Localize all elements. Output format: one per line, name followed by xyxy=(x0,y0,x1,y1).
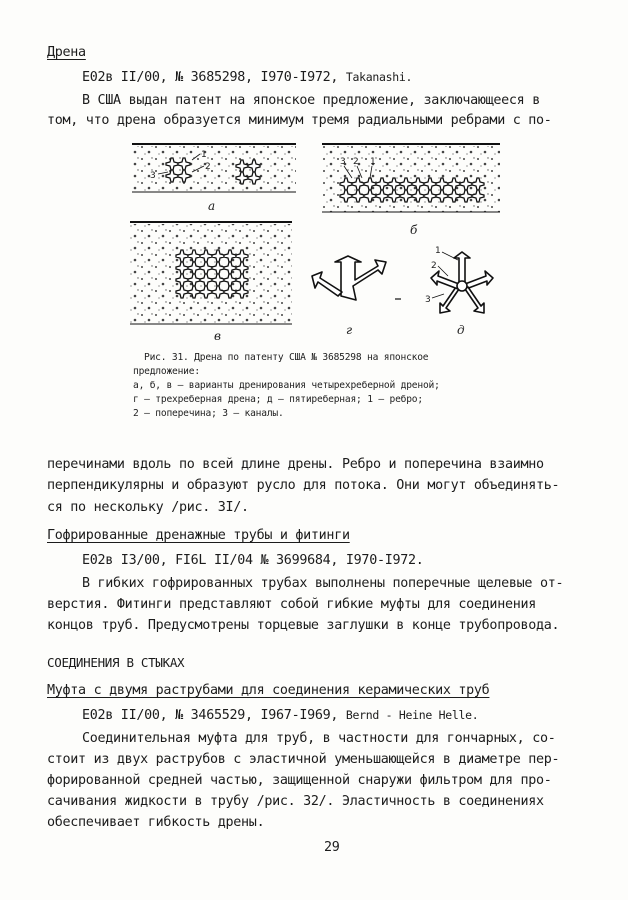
callout-1: 1 xyxy=(370,157,376,167)
caption-line: г – трехреберная дрена; д – пятиреберная; 1 – ребро; xyxy=(133,394,423,405)
body-line: форированной средней частью, защищенной снаружи фильтром для про- xyxy=(47,773,552,788)
callout-3: 3 xyxy=(150,171,156,181)
figure-panel-g xyxy=(312,256,386,337)
body-line: стоит из двух раструбов с эластичной уменьшающейся в диаметре пер- xyxy=(47,752,560,767)
figure-panel-a xyxy=(132,144,296,213)
section-heading-pipes: Гофрированные дренажные трубы и фитинги xyxy=(47,528,350,543)
section-heading-coupling: Муфта с двумя раструбами для соединения керамических труб xyxy=(47,683,490,698)
body-line: том, что дрена образуется минимум тремя радиальными ребрами с по- xyxy=(47,113,552,128)
section-heading-joints: СОЕДИНЕНИЯ В СТЫКАХ xyxy=(47,655,185,670)
body-line: концов труб. Предусмотрены торцевые заглушки в конце трубопровода. xyxy=(47,618,560,633)
caption-line: а, б, в – варианты дренирования четырехреберной дреной; xyxy=(133,380,440,391)
body-line: ся по нескольку /рис. 3I/. xyxy=(47,500,249,515)
panel-label-v: в xyxy=(214,329,221,343)
section-heading-drena: Дрена xyxy=(47,45,86,60)
body-line: верстия. Фитинги представляют собой гибкие муфты для соединения xyxy=(47,597,536,612)
callout-3: 3 xyxy=(340,157,346,167)
callout-3: 3 xyxy=(425,295,431,305)
body-line: перпендикулярны и образуют русло для потока. Они могут объединять- xyxy=(47,478,560,493)
callout-2: 2 xyxy=(353,157,359,167)
body-line: В США выдан патент на японское предложение, заключающееся в xyxy=(82,93,540,108)
caption-line: Рис. 31. Дрена по патенту США № 3685298 на японское xyxy=(144,352,429,363)
body-line: обеспечивает гибкость дрены. xyxy=(47,815,265,830)
callout-2: 2 xyxy=(205,162,211,172)
caption-line: 2 – поперечина; 3 – каналы. xyxy=(133,408,284,419)
caption-line: предложение: xyxy=(133,366,200,377)
figure-panel-v xyxy=(130,222,292,343)
page-number: 29 xyxy=(324,840,340,855)
classification-line-2: E02в I3/00, FI6L II/04 № 3699684, I970-I972. xyxy=(82,553,424,568)
callout-2: 2 xyxy=(431,261,437,271)
body-line: Соединительная муфта для труб, в частности для гончарных, со- xyxy=(82,731,556,746)
panel-label-a: а xyxy=(208,199,216,213)
body-line: В гибких гофрированных трубах выполнены поперечные щелевые от- xyxy=(82,576,564,591)
panel-label-g: г xyxy=(346,323,353,337)
body-line: сачивания жидкости в трубу /рис. 32/. Эластичность в соединениях xyxy=(47,794,544,809)
figure-panel-d xyxy=(425,246,493,337)
figure-31-drawing xyxy=(0,0,628,360)
classification-line-1: E02в II/00, № 3685298, I970-I972, Takanashi. xyxy=(82,70,413,85)
figure-panel-b xyxy=(322,144,500,237)
panel-label-b: б xyxy=(410,223,418,237)
body-line: перечинами вдоль по всей длине дрены. Ребро и поперечина взаимно xyxy=(47,457,544,472)
classification-line-3: E02в II/00, № 3465529, I967-I969, Bernd - Heine Helle. xyxy=(82,708,479,723)
panel-label-d: д xyxy=(457,323,465,337)
callout-1: 1 xyxy=(435,246,441,256)
callout-1: 1 xyxy=(201,150,207,160)
